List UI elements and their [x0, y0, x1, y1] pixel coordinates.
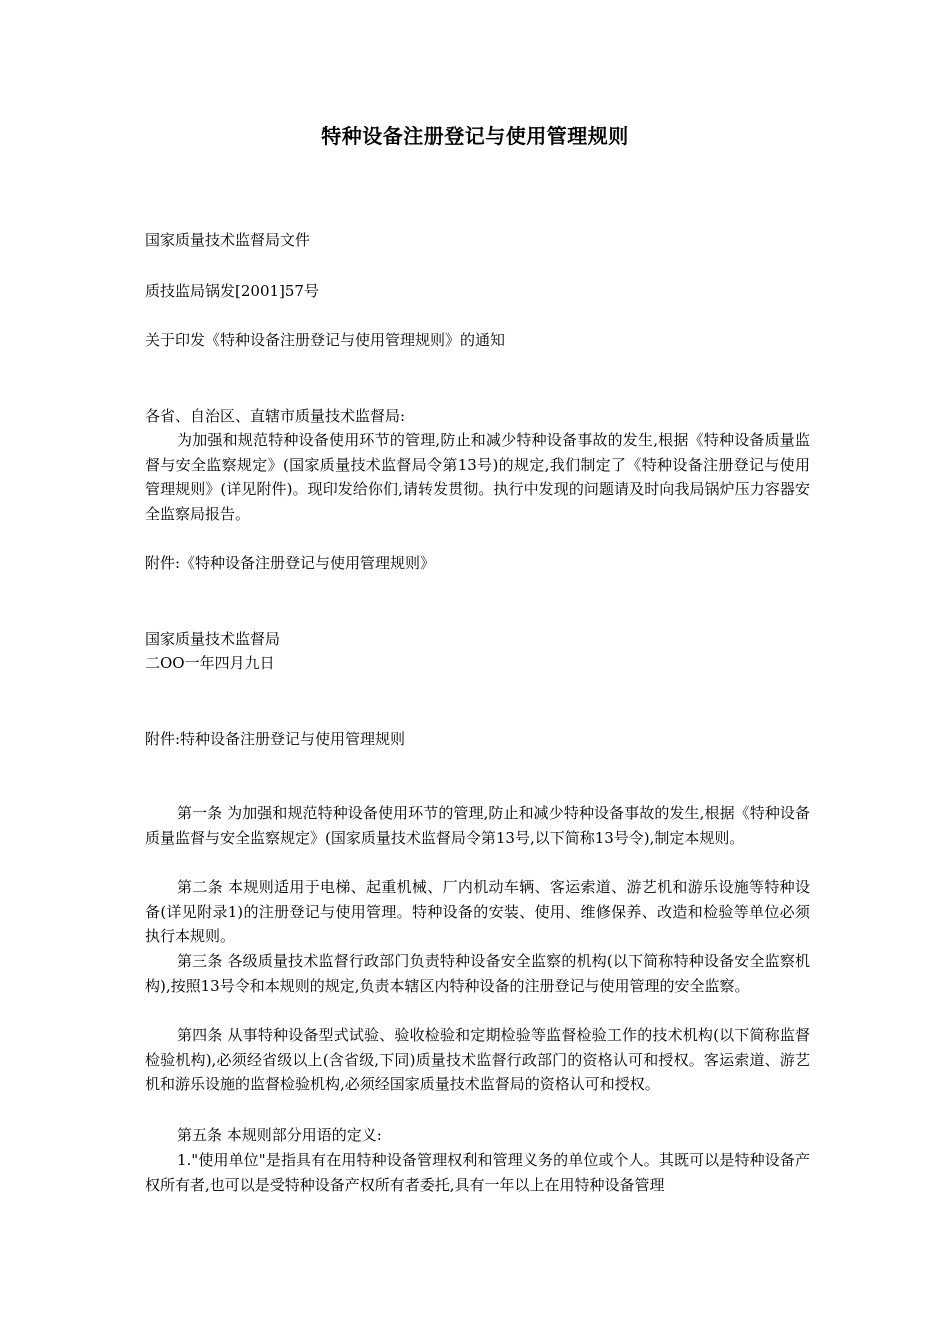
article-paragraph-1: 第一条 为加强和规范特种设备使用环节的管理,防止和减少特种设备事故的发生,根据《特种设备质量监督与安全监察规定》(国家质量技术监督局令第13号,以下简称13号令),制定本规则。 — [145, 804, 810, 847]
document-title: 特种设备注册登记与使用管理规则 — [321, 124, 629, 148]
article-paragraph-2: 第二条 本规则适用于电梯、起重机械、厂内机动车辆、客运索道、游艺机和游乐设施等特种设备(详见附录1)的注册登记与使用管理。特种设备的安装、使用、维修保养、改造和检验等单位必须执行本规则。 — [145, 878, 810, 945]
attachment-reference-line: 附件:《特种设备注册登记与使用管理规则》 — [145, 554, 436, 572]
appendix-heading: 附件:特种设备注册登记与使用管理规则 — [145, 730, 406, 748]
article-paragraph-5: 第五条 本规则部分用语的定义: — [177, 1126, 382, 1144]
article-paragraph-6: 1."使用单位"是指具有在用特种设备管理权利和管理义务的单位或个人。其既可以是特种设备产权所有者,也可以是受特种设备产权所有者委托,具有一年以上在用特种设备管理 — [145, 1151, 810, 1194]
notice-body-paragraph: 为加强和规范特种设备使用环节的管理,防止和减少特种设备事故的发生,根据《特种设备质量监督与安全监察规定》(国家质量技术监督局令第13号)的规定,我们制定了《特种设备注册登记与使用管理规则》(详见附件)。现印发给你们,请转发贯彻。执行中发现的问题请及时向我局锅炉压力容器安全监察局报告。 — [145, 431, 810, 523]
salutation-line: 各省、自治区、直辖市质量技术监督局: — [145, 407, 406, 425]
article-paragraph-4: 第四条 从事特种设备型式试验、验收检验和定期检验等监督检验工作的技术机构(以下简称监督检验机构),必须经省级以上(含省级,下同)质量技术监督行政部门的资格认可和授权。客运索道、游艺机和游乐设施的监督检验机构,必须经国家质量技术监督局的资格认可和授权。 — [145, 1026, 810, 1093]
signature-date: 二OO一年四月九日 — [145, 654, 275, 672]
notice-subject-line: 关于印发《特种设备注册登记与使用管理规则》的通知 — [145, 331, 506, 349]
issuer-line: 国家质量技术监督局文件 — [145, 231, 311, 249]
signature-organization: 国家质量技术监督局 — [145, 630, 281, 648]
doc-number-line: 质技监局锅发[2001]57号 — [145, 282, 319, 300]
article-paragraph-3: 第三条 各级质量技术监督行政部门负责特种设备安全监察的机构(以下简称特种设备安全监察机构),按照13号令和本规则的规定,负责本辖区内特种设备的注册登记与使用管理的安全监察。 — [145, 952, 810, 995]
